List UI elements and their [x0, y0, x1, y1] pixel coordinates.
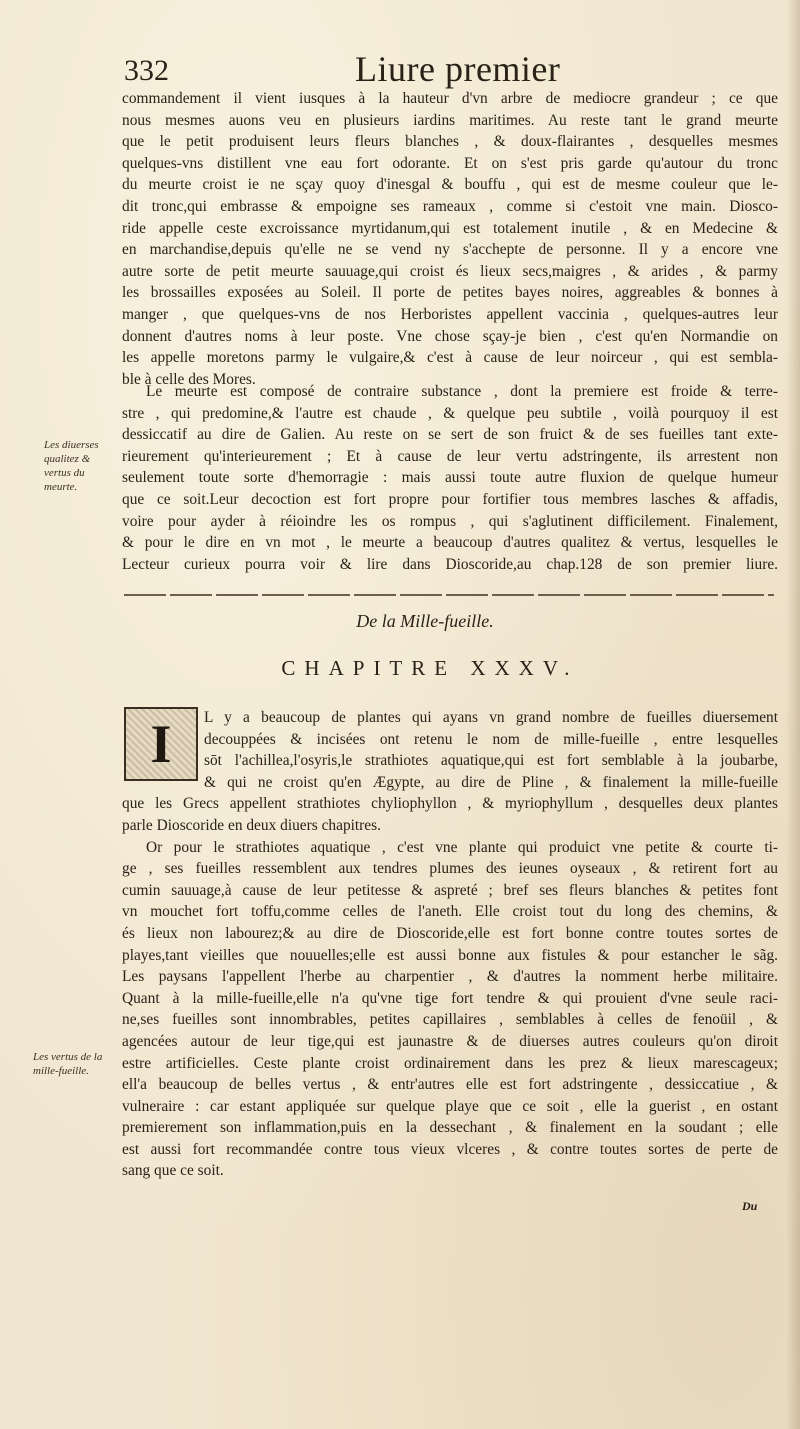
- text-line: quelques-vns distillent vne eau fort odorante. Et on s'est pris garde qu'autour du tronc: [122, 154, 778, 172]
- text-line: commandement il vient iusques à la hauteur d'vn arbre de mediocre grandeur ; ce que: [122, 90, 778, 107]
- paragraph-myrtle-virtues: [122, 381, 778, 575]
- text-line: premierement son inflammation,puis en la dessechant , & finalement en la soudant ; elle: [122, 1119, 778, 1137]
- text-line: dit tronc,qui embrasse & empoigne ses rameaux , comme si c'estoit vne main. Diosco-: [122, 197, 778, 215]
- text-line: autre sorte de petit meurte sauuage,qui croist és lieux secs,maigres , & arides , & parmy: [122, 262, 778, 280]
- catchword: Du: [742, 1199, 758, 1213]
- page-edge-shadow: [786, 0, 800, 1429]
- paragraph-myrtle-continued: [122, 88, 778, 390]
- text-line: manger , que quelques-vns de nos Herboristes appellent vaccinia , quelques-autres leur: [122, 305, 778, 323]
- text-line: voire pour ayder à réioindre les os rompus , qui s'aglutinent difficilement. Finalement,: [122, 512, 778, 530]
- text-line: que le petit produisent leurs fleurs blanches , & doux-flairantes , desquelles mesmes: [122, 133, 778, 151]
- text-line: les appelle moretons parmy le vulgaire,& c'est à cause de leur noirceur , qui est sembla-: [122, 349, 778, 367]
- paragraph-yarrow: [122, 707, 778, 1182]
- text-line: Or pour le strathiotes aquatique , c'est vne plante qui produict vne petite & courte ti-: [146, 838, 778, 856]
- text-line: nous mesmes auons veu en plusieurs iardins maritimes. Au reste tant le grand meurte: [122, 111, 778, 129]
- text-line: vn mouchet fort toffu,comme celles de l'aneth. Elle croist tout du long des chemins, &: [122, 903, 778, 921]
- text-line: Le meurte est composé de contraire substance , dont la premiere est froide & terre-: [146, 383, 778, 400]
- text-line: cumin sauuage,à cause de leur petitesse & aspreté ; bref ses fleurs blanches & petites font: [122, 881, 778, 899]
- text-line: seulement toute sorte d'hemorragie : mais aussi toute autre fluxion de quelque humeur: [122, 469, 778, 487]
- text-line: ell'a beaucoup de belles vertus , & entr'autres elle est fort adstringente , dessiccatiue , &: [122, 1076, 778, 1094]
- text-line: és lieux non labourez;& au dire de Dioscoride,elle est fort bonne contre toutes sortes de: [122, 924, 778, 942]
- text-line: Lecteur curieux pourra voir & lire dans Dioscoride,au chap.128 de son premier liure.: [122, 555, 778, 573]
- text-line: ne,ses fueilles sont innombrables, petites capillaires , semblables à celles de fenoüil , &: [122, 1011, 778, 1029]
- text-line: sang que ce soit.: [122, 1162, 224, 1180]
- text-line: ge , ses fueilles ressemblent aux tendres plumes des ieunes oyseaux , & retirent fort au: [122, 860, 778, 878]
- text-line: que les Grecs appellent strathiotes chyliophyllon , & myriophyllum , desquelles deux plantes: [122, 795, 778, 813]
- text-line: vulneraire : car estant appliquée sur quelque playe que ce soit , elle la guerist , en ostant: [122, 1097, 778, 1115]
- drop-cap-letter: I: [126, 709, 196, 779]
- text-line: donnent d'autres noms à leur poste. Vne chose sçay-je bien , c'est qu'en Normandie on: [122, 327, 778, 345]
- text-line: L y a beaucoup de plantes qui ayans vn grand nombre de fueilles diuersement: [204, 709, 778, 726]
- text-line: parle Dioscoride en deux diuers chapitres.: [122, 816, 381, 834]
- page-header: [0, 48, 800, 92]
- text-line: stre , qui predomine,& l'autre est chaude , & quelque peu subtile , voilà pourquoy il est: [122, 404, 778, 422]
- text-line: dessiccatif au dire de Galien. Au reste on se sert de son fruict & de ses fueilles tant exte-: [122, 426, 778, 444]
- text-line: & pour le dire en vn mot , le meurte a beaucoup d'autres qualitez & vertus, lesquelles le: [122, 534, 778, 552]
- text-line: du meurte croist ie ne sçay quoy d'inesgal & bouffu , qui est de mesme couleur que le-: [122, 176, 778, 194]
- text-line: Quant à la mille-fueille,elle n'a qu'vne tige fort tendre & qui prouient d'vne seule raci-: [122, 989, 778, 1007]
- margin-note: Les vertus de la mille-fueille.: [33, 1051, 103, 1077]
- text-line: Les paysans l'appellent l'herbe au charpentier , & d'autres la nomment herbe militaire.: [122, 968, 778, 986]
- chapter-subtitle: De la Mille-fueille.: [356, 611, 494, 631]
- text-line: est aussi fort recommandée contre tous vieux vlceres , & contre toutes sortes de perte de: [122, 1140, 778, 1158]
- text-line: playes,tant vieilles que nouuelles;elle est aussi bonne aux fistules & pour estancher le sãg.: [122, 946, 778, 964]
- text-line: decouppées & incisées ont retenu le nom de mille-fueille , entre lesquelles: [204, 730, 778, 748]
- text-line: agencées autour de leur tige,qui est jaunastre & de diuerses autres couleurs qu'on diroit: [122, 1032, 778, 1050]
- text-line: sōt l'achillea,l'osyris,le strathiotes aquatique,qui est fort semblable à la joubarbe,: [204, 752, 778, 770]
- running-title: Liure premier: [355, 49, 561, 89]
- text-line: rieurement qu'interieurement ; Et à cause de leur vertu adstringente, ils arrestent non: [122, 447, 778, 465]
- text-line: que ce soit.Leur decoction est fort propre pour fortifier tous membres lasches & affadis,: [122, 490, 778, 508]
- text-line: les brossailles exposées au Soleil. Il porte de petites bayes noires, aggreables & bonnes à: [122, 284, 778, 302]
- text-line: & qui ne croist qu'en Ægypte, au dire de Pline , & finalement la mille-fueille: [204, 773, 778, 791]
- text-line: ble à celle des Mores.: [122, 370, 256, 388]
- page-number: 332: [124, 54, 169, 87]
- margin-note: Les diuerses qualitez & vertus du meurte.: [44, 439, 99, 493]
- text-line: ride appelle ceste excroissance myrtidanum,qui est totalement inutile , & en Medecine &: [122, 219, 778, 237]
- chapter-title: CHAPITRE XXXV.: [281, 656, 579, 680]
- text-line: en marchandise,depuis qu'elle ne se vend ny s'acchepte de personne. Il y a encore vne: [122, 241, 778, 259]
- text-line: estre artificielles. Ceste plante croist ordinairement dans les prez & lieux marescageux;: [122, 1054, 778, 1072]
- section-divider: [124, 594, 774, 596]
